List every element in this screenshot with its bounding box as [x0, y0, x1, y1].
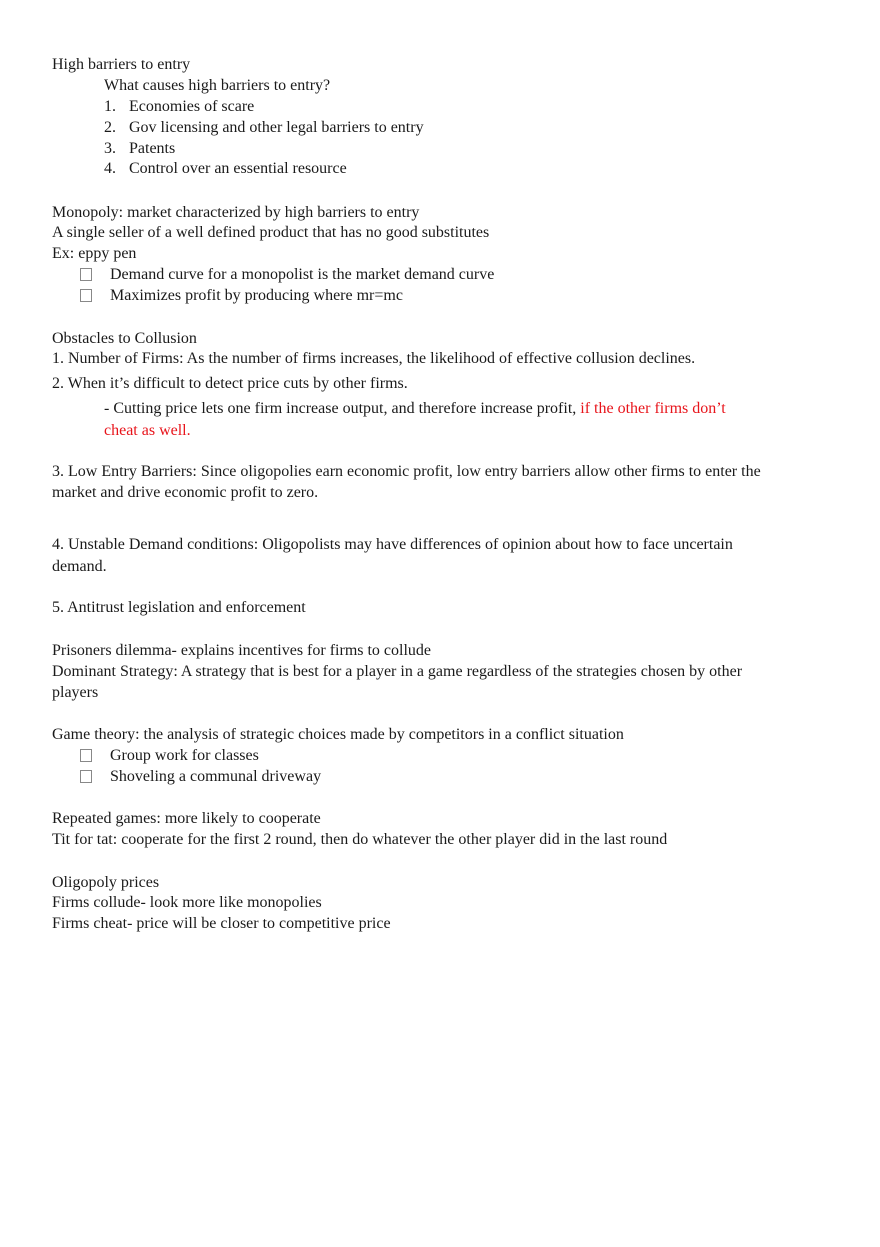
bullet-text: Group work for classes: [110, 747, 259, 764]
barriers-question: What causes high barriers to entry?: [104, 77, 331, 94]
collusion-point-4: 4. Unstable Demand conditions: Oligopolists may have differences of opinion about how to face uncertain: [52, 536, 733, 553]
checkbox-bullet-icon: [80, 770, 92, 782]
bullet-text: Shoveling a communal driveway: [110, 768, 322, 785]
bullet-text: Maximizes profit by producing where mr=mc: [110, 287, 403, 304]
list-text: Patents: [129, 140, 176, 157]
dominant-strategy: Dominant Strategy: A strategy that is best for a player in a game regardless of the strategies chosen by other: [52, 663, 743, 680]
checkbox-bullet-icon: [80, 268, 92, 280]
list-number: 4.: [104, 160, 116, 177]
list-text: Control over an essential resource: [129, 160, 347, 177]
list-number: 1.: [104, 98, 116, 115]
barriers-heading: High barriers to entry: [52, 56, 191, 73]
highlighted-text: if the other firms don’t: [580, 400, 726, 417]
monopoly-example: Ex: eppy pen: [52, 245, 137, 262]
list-number: 2.: [104, 119, 116, 136]
prisoners-dilemma: Prisoners dilemma- explains incentives for firms to collude: [52, 642, 432, 659]
firms-cheat: Firms cheat- price will be closer to competitive price: [52, 915, 391, 932]
collusion-point-5: 5. Antitrust legislation and enforcement: [52, 599, 306, 616]
collusion-point-2: 2. When it’s difficult to detect price cuts by other firms.: [52, 375, 408, 392]
highlighted-text-continued: cheat as well.: [104, 422, 191, 439]
checkbox-bullet-icon: [80, 749, 92, 761]
list-text: Economies of scare: [129, 98, 255, 115]
collusion-point-1: 1. Number of Firms: As the number of firms increases, the likelihood of effective collusion declines.: [52, 350, 696, 367]
collusion-point-4-cont: demand.: [52, 558, 107, 575]
collusion-heading: Obstacles to Collusion: [52, 330, 197, 347]
game-theory: Game theory: the analysis of strategic choices made by competitors in a conflict situation: [52, 726, 624, 743]
collusion-point-3: 3. Low Entry Barriers: Since oligopolies earn economic profit, low entry barriers allow other firms to enter the: [52, 463, 761, 480]
monopoly-definition: Monopoly: market characterized by high barriers to entry: [52, 204, 420, 221]
checkbox-bullet-icon: [80, 289, 92, 301]
tit-for-tat: Tit for tat: cooperate for the first 2 round, then do whatever the other player did in the last round: [52, 831, 668, 848]
repeated-games: Repeated games: more likely to cooperate: [52, 810, 321, 827]
list-number: 3.: [104, 140, 116, 157]
collusion-point-3-cont: market and drive economic profit to zero.: [52, 484, 319, 501]
bullet-text: Demand curve for a monopolist is the market demand curve: [110, 266, 495, 283]
dominant-strategy-cont: players: [52, 684, 99, 701]
firms-collude: Firms collude- look more like monopolies: [52, 894, 322, 911]
sub-text: - Cutting price lets one firm increase output, and therefore increase profit,: [104, 400, 577, 417]
list-text: Gov licensing and other legal barriers to entry: [129, 119, 424, 136]
monopoly-description: A single seller of a well defined product that has no good substitutes: [52, 224, 490, 241]
collusion-point-2-sub: [104, 398, 726, 419]
oligopoly-prices-heading: Oligopoly prices: [52, 874, 160, 891]
